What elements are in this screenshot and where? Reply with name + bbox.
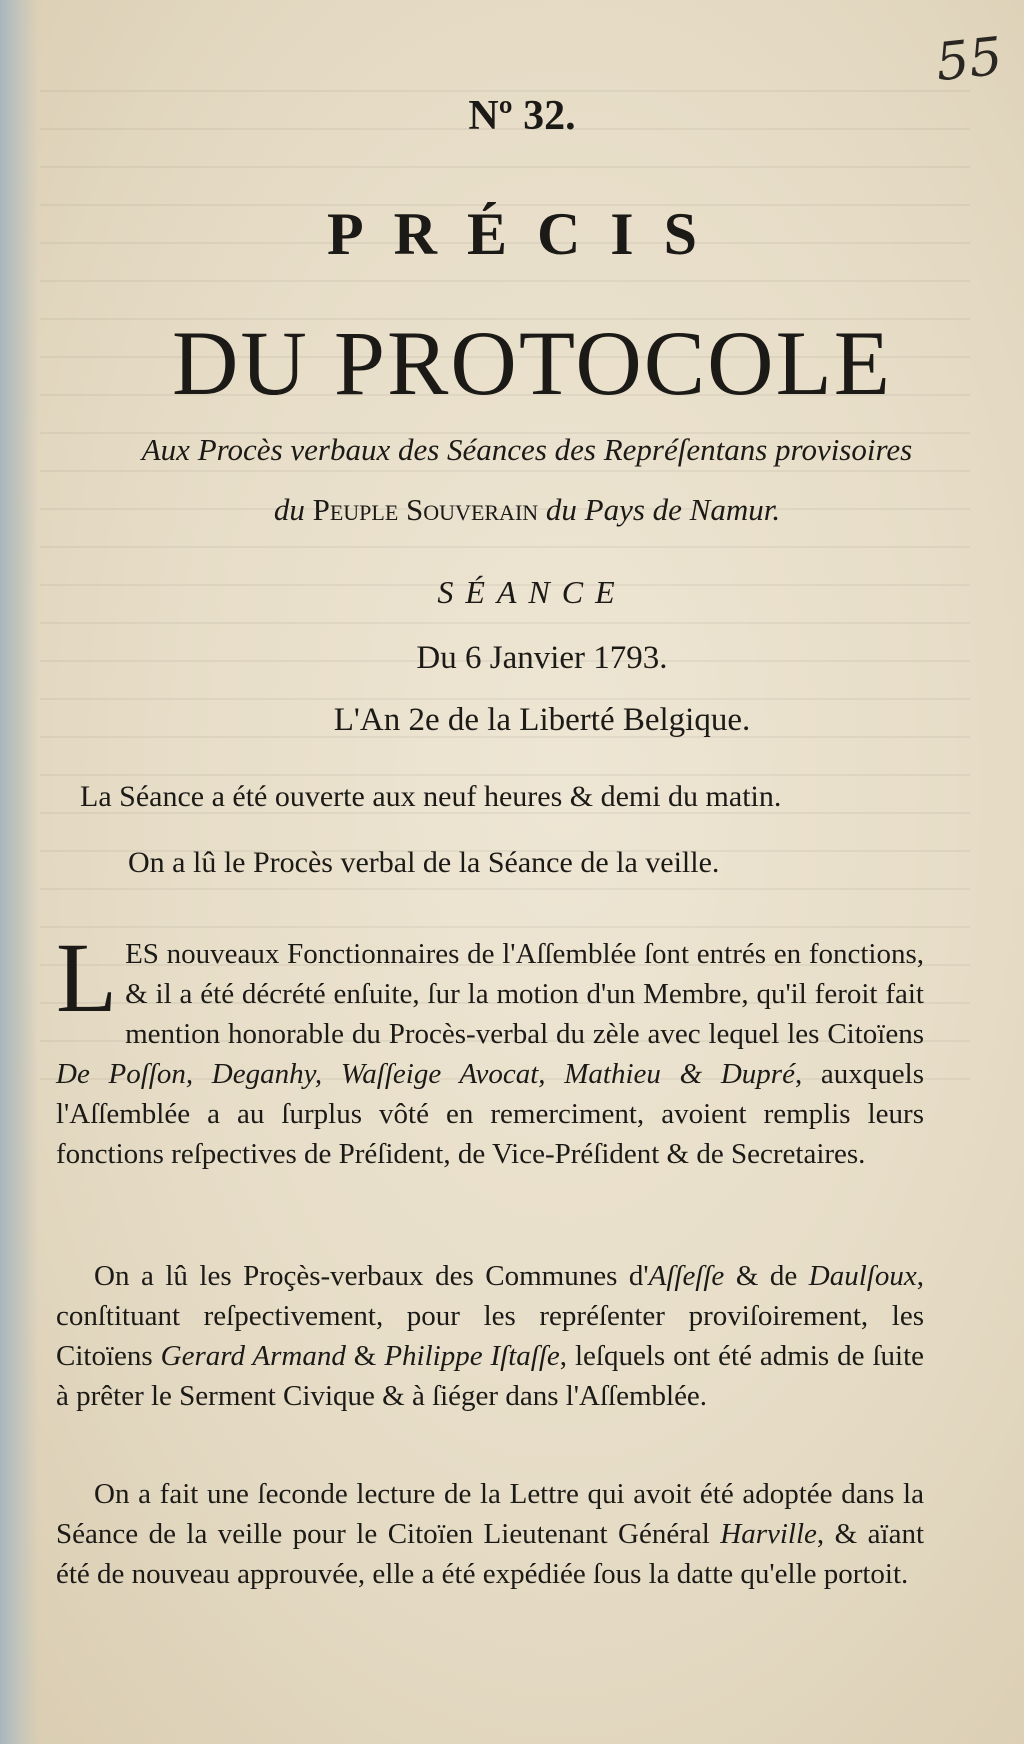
handwritten-folio-number: 55 [932, 26, 1005, 94]
paragraph-2-g: & [345, 1340, 385, 1372]
title-precis: PRÉCIS [326, 201, 728, 267]
seance-heading: SÉANCE [437, 574, 627, 610]
issue-number: Nº 32. [468, 93, 576, 139]
commune-assesse: Aſſeſſe [648, 1260, 725, 1292]
subtitle-du: du [273, 492, 313, 527]
name-gerard-armand: Gerard Armand [160, 1340, 346, 1372]
paragraph-2-e: , conſtituant reſpectivement, pour les repréſenter proviſoirement, les Citoïens [56, 1260, 924, 1372]
subtitle-peuple-souverain: Peuple Souverain [312, 492, 539, 527]
paragraph-1-text-before: ES nouveaux Fonctionnaires de l'Aſſemblée ſont entrés en fonctions, & il a été décrété enſuite, ſur la motion d'un Membre, qu'il feroit fait mention honorable du Procès-verbal du zèle avec lequel les Citoïens [125, 938, 924, 1050]
commune-daulsoux: Daulſoux [808, 1260, 917, 1292]
paragraph-3-c: , & aïant été de nouveau approuvée, elle a été expédiée ſous la datte qu'elle portoit. [56, 1518, 924, 1590]
name-philippe-istasse: Philippe Iſtaſſe [384, 1340, 560, 1372]
opening-line-1: La Séance a été ouverte aux neuf heures & demi du matin. [80, 780, 782, 813]
subtitle-line-2 [90, 492, 964, 528]
name-harville: Harville [720, 1518, 817, 1550]
subtitle-line-1: Aux Procès verbaux des Séances des Repréſentans provisoires [141, 432, 913, 467]
paragraph-1-text-after: , auxquels l'Aſſemblée a au ſurplus vôté en remerciment, avoient remplis leurs fonctions reſpectives de Préſident, de Vice-Préſident & de Secretaires. [56, 1058, 924, 1170]
session-date: Du 6 Janvier 1793. [416, 640, 668, 676]
paragraph-3-a: On a fait une ſeconde lecture de la Lettre qui avoit été adoptée dans la Séance de la veille pour le Citoïen Lieutenant Général [56, 1478, 924, 1550]
subtitle-pays-de-namur: du Pays de Namur. [538, 492, 781, 527]
drop-cap: L [56, 922, 118, 1033]
opening-line-2: On a lû le Procès verbal de la Séance de la veille. [128, 846, 720, 879]
paragraph-2-c: & de [724, 1260, 809, 1292]
paragraph-2 [56, 1256, 924, 1416]
liberty-year: L'An 2e de la Liberté Belgique. [333, 702, 751, 738]
paragraph-1 [56, 922, 924, 1174]
paragraph-2-a: On a lû les Proçès-verbaux des Communes d' [94, 1260, 649, 1292]
paragraph-3 [56, 1474, 924, 1594]
title-du-protocole: DU PROTOCOLE [171, 312, 893, 414]
paragraph-1-names: De Poſſon, Deganhy, Waſſeige Avocat, Mathieu & Dupré [56, 1058, 795, 1090]
paragraph-2-i: , leſquels ont été admis de ſuite à prêter le Serment Civique & à ſiéger dans l'Aſſemblée. [56, 1340, 925, 1412]
